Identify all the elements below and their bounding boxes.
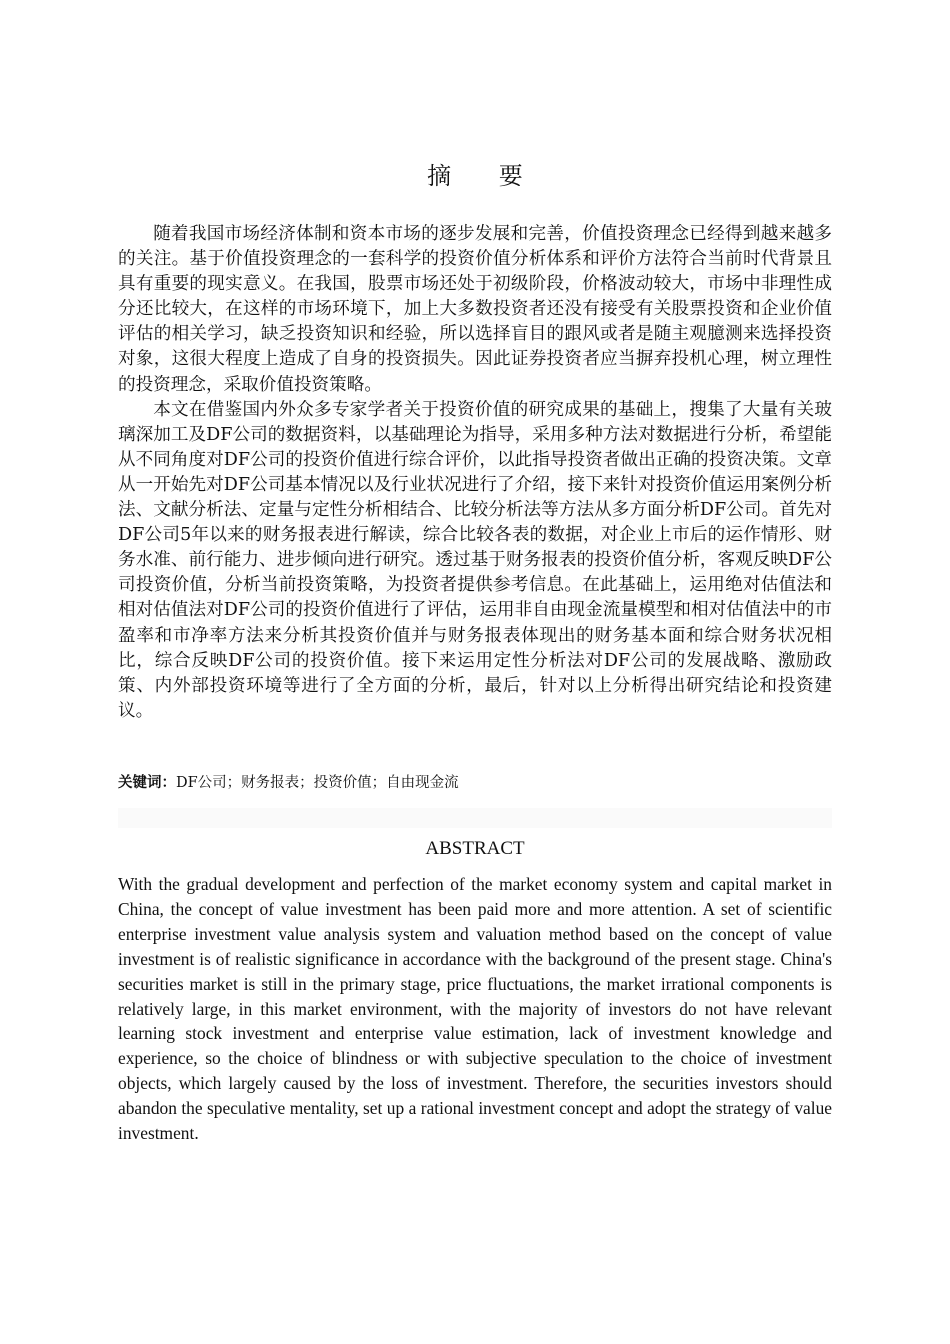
chinese-abstract-paragraph-2: 本文在借鉴国内外众多专家学者关于投资价值的研究成果的基础上，搜集了大量有关玻璃深加工及DF公司的数据资料，以基础理论为指导，采用多种方法对数据进行分析，希望能从不同角度对DF公司的投资价值进行综合评价，以此指导投资者做出正确的投资决策。文章从一开始先对DF公司基本情况以及行业状况进行了介绍，接下来针对投资价值运用案例分析法、文献分析法、定量与定性分析相结合、比较分析法等方法从多方面分析DF公司。首先对DF公司5年以来的财务报表进行解读，综合比较各表的数据，对企业上市后的运作情形、财务水准、前行能力、进步倾向进行研究。透过基于财务报表的投资价值分析，客观反映DF公司投资价值，分析当前投资策略，为投资者提供参考信息。在此基础上，运用绝对估值法和相对估值法对DF公司的投资价值进行了评估，运用非自由现金流量模型和相对估值法中的市盈率和市净率方法来分析其投资价值并与财务报表体现出的财务基本面和综合财务状况相比，综合反映DF公司的投资价值。接下来运用定性分析法对DF公司的发展战略、激励政策、内外部投资环境等进行了全方面的分析，最后，针对以上分析得出研究结论和投资建议。 xyxy=(118,399,832,721)
keywords-list: DF公司；财务报表；投资价值；自由现金流 xyxy=(176,775,459,791)
section-divider xyxy=(118,808,832,828)
english-abstract-paragraph: With the gradual development and perfection of the market economy system and capital market in China, the concept of value investment has been paid more and more attention. A set of scientific enterprise investment value analysis system and valuation method based on the concept of value investment is of realistic significance in accordance with the background of the present stage. China's securities market is still in the primary stage, price fluctuations, the market irrational components is relatively large, in this market environment, with the majority of investors do not have relevant learning stock investment and enterprise value estimation, lack of investment knowledge and experience, so the choice of blindness or with subjective speculation to the choice of investment objects, which largely caused by the loss of investment. Therefore, the securities investors should abandon the speculative mentality, set up a rational investment concept and adopt the strategy of value investment. xyxy=(118,874,832,1144)
english-abstract-body xyxy=(118,872,832,1146)
chinese-abstract-body xyxy=(118,222,832,724)
chinese-abstract-paragraph-1: 随着我国市场经济体制和资本市场的逐步发展和完善，价值投资理念已经得到越来越多的关注。基于价值投资理念的一套科学的投资价值分析体系和评价方法符合当前时代背景且具有重要的现实意义。在我国，股票市场还处于初级阶段，价格波动较大，市场中非理性成分还比较大，在这样的市场环境下，加上大多数投资者还没有接受有关股票投资和企业价值评估的相关学习，缺乏投资知识和经验，所以选择盲目的跟风或者是随主观臆测来选择投资对象，这很大程度上造成了自身的投资损失。因此证券投资者应当摒弃投机心理，树立理性的投资理念，采取价值投资策略。 xyxy=(118,224,832,395)
keywords-line xyxy=(118,772,832,794)
chinese-abstract-title: 摘 要 xyxy=(427,162,543,190)
english-abstract-title: ABSTRACT xyxy=(425,838,525,859)
keywords-label: 关键词： xyxy=(118,775,176,791)
